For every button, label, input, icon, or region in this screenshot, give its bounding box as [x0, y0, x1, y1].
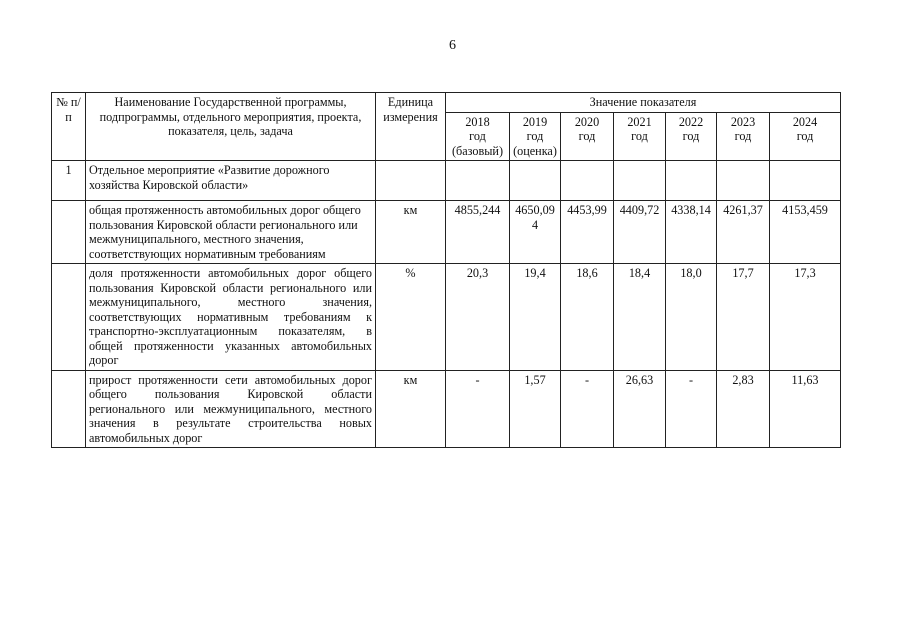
row-name: прирост протяженности сети автомобильных дорог общего пользования Кировской области регионального или межмуниципального, местного значения в результате строительства новых автомобильных дорог: [86, 370, 376, 448]
row-number: 1: [52, 161, 86, 201]
row-unit: км: [376, 370, 446, 448]
year-header: 2018 год (базовый): [446, 112, 510, 161]
value-cell: 17,3: [770, 264, 841, 371]
value-cell: 18,4: [614, 264, 666, 371]
year-header: 2019 год (оценка): [510, 112, 561, 161]
header-name: Наименование Государственной программы, подпрограммы, отдельного мероприятия, проекта, показателя, цель, задача: [86, 93, 376, 161]
table-row: [52, 370, 841, 448]
value-cell: [561, 161, 614, 201]
value-cell: 26,63: [614, 370, 666, 448]
header-values: Значение показателя: [446, 93, 841, 113]
table-row: [52, 201, 841, 264]
row-number: [52, 201, 86, 264]
value-cell: -: [561, 370, 614, 448]
header-unit: Единица измерения: [376, 93, 446, 161]
table-row: [52, 161, 841, 201]
row-name: доля протяженности автомобильных дорог общего пользования Кировской области регионального или межмуниципального, местного значения, соответствующих нормативным требованиям к транспортно-эксплуатационным показателям, в общей протяженности указанных автомобильных дорог: [86, 264, 376, 371]
row-unit: км: [376, 201, 446, 264]
value-cell: [446, 161, 510, 201]
value-cell: 4261,37: [717, 201, 770, 264]
value-cell: [770, 161, 841, 201]
value-cell: -: [666, 370, 717, 448]
value-cell: 4453,99: [561, 201, 614, 264]
value-cell: 1,57: [510, 370, 561, 448]
value-cell: 4650,094: [510, 201, 561, 264]
value-cell: 17,7: [717, 264, 770, 371]
value-cell: [666, 161, 717, 201]
indicators-table: [51, 92, 841, 448]
header-row: [52, 93, 841, 113]
value-cell: 4153,459: [770, 201, 841, 264]
header-number: № п/п: [52, 93, 86, 161]
value-cell: [614, 161, 666, 201]
year-header: 2020 год: [561, 112, 614, 161]
value-cell: 4855,244: [446, 201, 510, 264]
value-cell: [717, 161, 770, 201]
row-name: Отдельное мероприятие «Развитие дорожного хозяйства Кировской области»: [86, 161, 376, 201]
page-number: 6: [449, 38, 456, 53]
value-cell: 4409,72: [614, 201, 666, 264]
value-cell: 20,3: [446, 264, 510, 371]
table-row: [52, 264, 841, 371]
value-cell: 19,4: [510, 264, 561, 371]
value-cell: -: [446, 370, 510, 448]
row-number: [52, 264, 86, 371]
row-name: общая протяженность автомобильных дорог общего пользования Кировской области регионального или межмуниципального, местного значения, соответствующих нормативным требованиям: [86, 201, 376, 264]
value-cell: 11,63: [770, 370, 841, 448]
row-unit: %: [376, 264, 446, 371]
year-header: 2022 год: [666, 112, 717, 161]
year-header: 2021 год: [614, 112, 666, 161]
value-cell: 18,6: [561, 264, 614, 371]
year-header: 2024 год: [770, 112, 841, 161]
row-number: [52, 370, 86, 448]
year-header: 2023 год: [717, 112, 770, 161]
value-cell: 2,83: [717, 370, 770, 448]
row-unit: [376, 161, 446, 201]
value-cell: [510, 161, 561, 201]
value-cell: 18,0: [666, 264, 717, 371]
value-cell: 4338,14: [666, 201, 717, 264]
